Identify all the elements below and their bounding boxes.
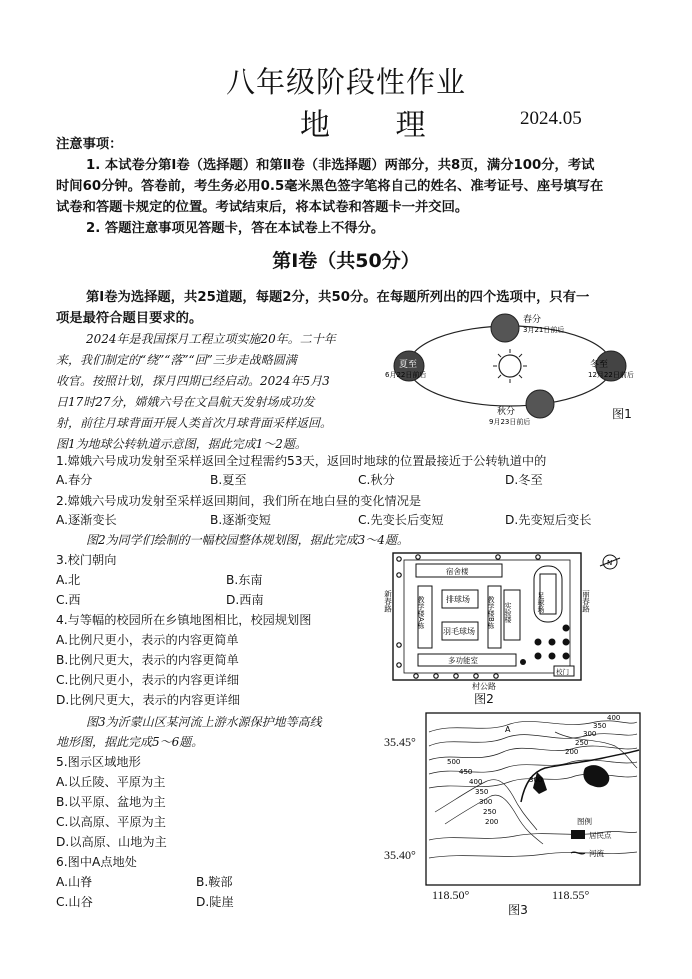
option-a[interactable]: A.逐渐变长 xyxy=(56,513,117,527)
point-a: A xyxy=(505,725,511,734)
passage-line: 来，我们制定的“绕”“落”“回”三步走战略圆满 xyxy=(56,353,297,367)
option-c[interactable]: C.以高原、平原为主 xyxy=(56,815,166,829)
question-6-stem: 6.图中A点地处 xyxy=(56,855,137,869)
document-title: 八年级阶段性作业 xyxy=(225,65,466,99)
earth-spring-icon xyxy=(491,314,519,342)
question-1-stem: 1.嫦娥六号成功发射至采样返回全过程需约53天，返回时地球的位置最接近于公转轨道中的 xyxy=(56,454,547,468)
figure-3-caption: 图3 xyxy=(508,903,528,917)
contour-label: 300 xyxy=(529,776,543,784)
label-summer: 夏至 xyxy=(399,360,418,370)
label-road-south: 村公路 xyxy=(472,682,496,691)
option-c[interactable]: C.先变长后变短 xyxy=(358,513,444,527)
lon-left-label: 118.50° xyxy=(432,888,470,902)
option-d[interactable]: D.冬至 xyxy=(505,473,543,487)
contour-label: 400 xyxy=(607,714,621,722)
legend-title: 图例 xyxy=(577,817,592,826)
option-b[interactable]: B.东南 xyxy=(226,573,263,587)
contour-label: 300 xyxy=(479,798,493,806)
passage-line: 地形图，据此完成5～6题。 xyxy=(56,735,204,749)
section-intro: 第Ⅰ卷为选择题，共25道题，每题2分，共50分。在每题所列出的四个选项中，只有一 xyxy=(86,290,590,305)
sun-icon xyxy=(499,355,521,377)
contour-label: 300 xyxy=(583,730,597,738)
figure-3-contour-map xyxy=(425,712,645,887)
option-c[interactable]: C.山谷 xyxy=(56,895,93,909)
option-a[interactable]: A.北 xyxy=(56,573,81,587)
label-autumn-date: 9月23日前后 xyxy=(489,418,531,426)
notice-line: 试卷和答题卡规定的位置。考试结束后，将本试卷和答题卡一并交回。 xyxy=(56,200,469,215)
label-road-east: 丽春路 xyxy=(581,590,591,613)
label-gate: 校门 xyxy=(556,668,569,676)
option-d[interactable]: D.比例尺更大，表示的内容更详细 xyxy=(56,693,240,707)
figure-1-caption: 图1 xyxy=(612,407,632,421)
option-c[interactable]: C.秋分 xyxy=(358,473,395,487)
passage-line: 图2为同学们绘制的一幅校园整体规划图，据此完成3～4题。 xyxy=(86,533,409,547)
contour-label: 350 xyxy=(593,722,607,730)
option-b[interactable]: B.夏至 xyxy=(210,473,247,487)
label-autumn: 秋分 xyxy=(497,407,516,417)
label-court1: 排球场 xyxy=(446,595,470,604)
option-c[interactable]: C.比例尺更小，表示的内容更详细 xyxy=(56,673,240,687)
notice-line: 时间60分钟。答卷前，考生务必用0.5毫米黑色签字笔将自己的姓名、准考证号、座号填写在 xyxy=(56,179,604,194)
option-a[interactable]: A.山脊 xyxy=(56,875,93,889)
passage-line: 图1为地球公转轨道示意图，据此完成1～2题。 xyxy=(56,437,307,451)
label-dorm: 宿舍楼 xyxy=(446,567,469,576)
option-b[interactable]: B.逐渐变短 xyxy=(210,513,271,527)
option-d[interactable]: D.陡崖 xyxy=(196,895,234,909)
contour-label: 500 xyxy=(447,758,461,766)
contour-label: 450 xyxy=(459,768,473,776)
label-lab: 实验楼 xyxy=(504,602,512,623)
contour-label: 400 xyxy=(469,778,483,786)
section-intro: 项是最符合题目要求的。 xyxy=(56,311,203,326)
passage-line: 2024年是我国探月工程立项实施20年。二十年 xyxy=(86,332,336,346)
section-title: 第Ⅰ卷（共50分） xyxy=(272,250,420,272)
question-4-stem: 4.与等幅的校园所在乡镇地图相比，校园规划图 xyxy=(56,613,312,627)
contour-label: 250 xyxy=(483,808,497,816)
option-a[interactable]: A.春分 xyxy=(56,473,93,487)
legend-settlement-swatch xyxy=(571,830,585,839)
option-a[interactable]: A.以丘陵、平原为主 xyxy=(56,775,166,789)
option-d[interactable]: D.先变短后变长 xyxy=(505,513,592,527)
option-d[interactable]: D.西南 xyxy=(226,593,264,607)
notice-heading: 注意事项： xyxy=(56,137,123,152)
label-hall: 多功能室 xyxy=(448,656,478,665)
option-b[interactable]: B.以平原、盆地为主 xyxy=(56,795,166,809)
label-teach-b: 教学楼B栋 xyxy=(487,596,495,629)
option-b[interactable]: B.鞍部 xyxy=(196,875,233,889)
label-spring: 春分 xyxy=(523,315,542,325)
label-teach-a: 教学楼A栋 xyxy=(417,596,425,629)
contour-label: 250 xyxy=(575,739,589,747)
passage-line: 图3为沂蒙山区某河流上游水源保护地等高线 xyxy=(86,715,322,729)
option-c[interactable]: C.西 xyxy=(56,593,81,607)
label-road-west: 新春路 xyxy=(383,590,393,613)
question-5-stem: 5.图示区域地形 xyxy=(56,755,141,769)
contour-label: 200 xyxy=(565,748,579,756)
label-spring-date: 3月21日前后 xyxy=(523,326,565,334)
option-a[interactable]: A.比例尺更小，表示的内容更简单 xyxy=(56,633,239,647)
subject-title: 地 理 xyxy=(300,108,454,143)
figure-1-orbit xyxy=(385,310,645,430)
passage-line: 射，前往月球背面开展人类首次月球背面采样返回。 xyxy=(56,416,333,430)
passage-line: 收官。按照计划，探月四期已经启动。2024年5月3 xyxy=(56,374,330,388)
notice-line: 1. 本试卷分第Ⅰ卷（选择题）和第Ⅱ卷（非选择题）两部分，共8页，满分100分，考试 xyxy=(86,158,595,173)
lat-bottom-label: 35.40° xyxy=(384,848,416,862)
map-frame xyxy=(426,713,640,885)
label-court2: 羽毛球场 xyxy=(443,627,475,636)
question-2-stem: 2.嫦娥六号成功发射至采样返回期间，我们所在地白昼的变化情况是 xyxy=(56,494,422,508)
lon-right-label: 118.55° xyxy=(552,888,590,902)
earth-autumn-icon xyxy=(526,390,554,418)
label-winter: 冬至 xyxy=(590,360,609,370)
contour-label: 350 xyxy=(475,788,489,796)
compass-label: N xyxy=(607,559,613,567)
passage-line: 日17时27分，嫦娥六号在文昌航天发射场成功发 xyxy=(56,395,315,409)
label-summer-date: 6月22日前后 xyxy=(385,371,427,379)
lat-top-label: 35.45° xyxy=(384,735,416,749)
notice-line: 2. 答题注意事项见答题卡，答在本试卷上不得分。 xyxy=(86,221,385,236)
label-winter-date: 12月22日前后 xyxy=(588,371,634,379)
option-b[interactable]: B.比例尺更大，表示的内容更简单 xyxy=(56,653,239,667)
question-3-stem: 3.校门朝向 xyxy=(56,553,117,567)
label-football: 足球场 xyxy=(537,592,545,613)
legend-settlement: 居民点 xyxy=(589,831,612,840)
contour-label: 200 xyxy=(485,818,499,826)
option-d[interactable]: D.以高原、山地为主 xyxy=(56,835,167,849)
exam-date: 2024.05 xyxy=(520,108,582,129)
legend-river: 河流 xyxy=(589,849,604,858)
figure-2-caption: 图2 xyxy=(474,692,494,706)
figure-2-campus-map xyxy=(383,550,628,691)
